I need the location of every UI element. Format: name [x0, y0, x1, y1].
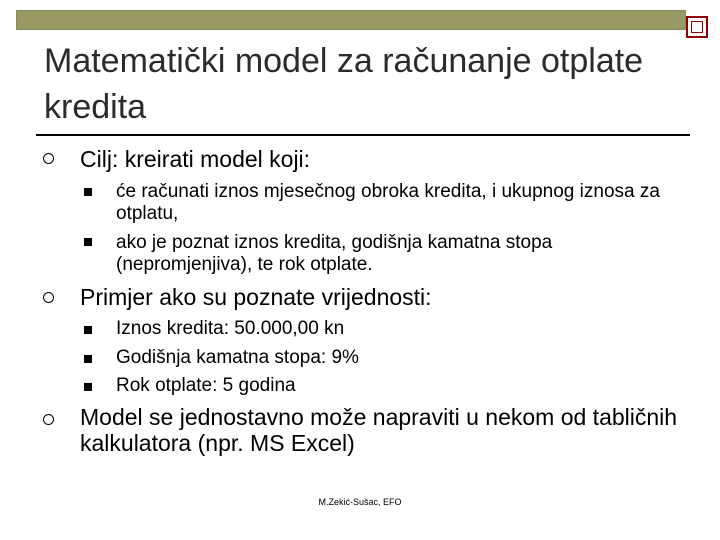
sub-bullet-item: će računati iznos mjesečnog obroka kredita, i ukupnog iznosa za otplatu, [116, 181, 660, 224]
footer-author: M.Zekić-Sušac, EFO [318, 497, 402, 507]
slide-title: Matematički model za računanje otplate kredita [44, 42, 644, 126]
square-bullet-icon [84, 355, 92, 363]
square-bullet-icon [84, 238, 92, 246]
bullet-item: Cilj: kreirati model koji: [80, 146, 311, 172]
bullet-item: Model se jednostavno može napraviti u nekom od tabličnih kalkulatora (npr. MS Excel) [80, 404, 678, 456]
hollow-circle-bullet-icon [43, 414, 54, 425]
hollow-circle-bullet-icon [43, 153, 54, 164]
square-bullet-icon [84, 383, 92, 391]
sub-bullet-item: ako je poznat iznos kredita, godišnja kamatna stopa (nepromjenjiva), te rok otplate. [116, 232, 553, 275]
sub-bullet-item: Godišnja kamatna stopa: 9% [116, 347, 359, 368]
square-bullet-icon [84, 188, 92, 196]
sub-bullet-item: Rok otplate: 5 godina [116, 375, 296, 396]
square-bullet-icon [84, 326, 92, 334]
bullet-item: Primjer ako su poznate vrijednosti: [80, 284, 432, 310]
sub-bullet-item: Iznos kredita: 50.000,00 kn [116, 318, 345, 339]
hollow-circle-bullet-icon [43, 292, 54, 303]
